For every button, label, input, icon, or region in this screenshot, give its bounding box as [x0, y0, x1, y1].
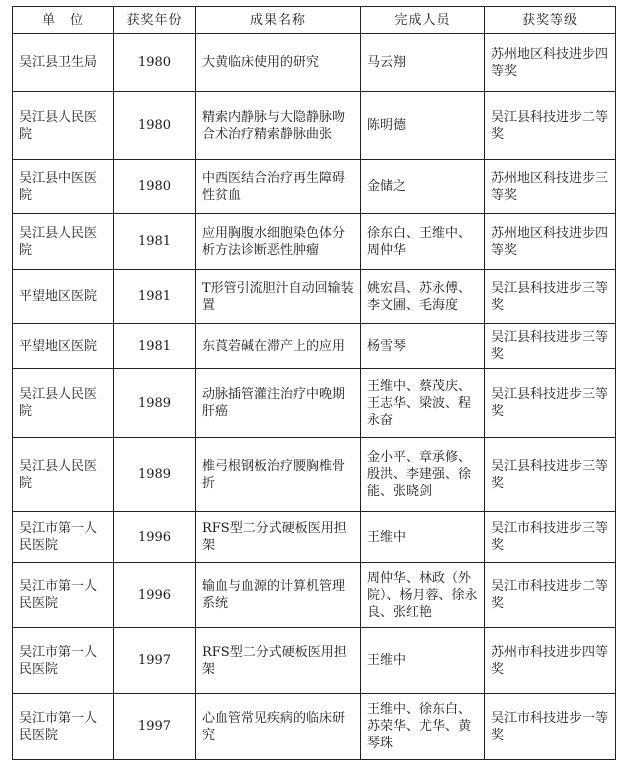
cell-unit: 吴江市第一人民医院	[13, 563, 114, 628]
cell-award-level: 吴江县科技进步二等奖	[485, 92, 616, 160]
cell-people: 周仲华、林政（外院）、杨月蓉、徐永良、张红艳	[361, 563, 485, 628]
cell-people: 姚宏昌、苏永傅、李文圃、毛海度	[361, 270, 485, 324]
cell-unit: 吴江市第一人民医院	[13, 512, 114, 563]
header-unit: 单 位	[13, 7, 114, 34]
cell-unit: 平望地区医院	[13, 270, 114, 324]
cell-unit: 吴江市第一人民医院	[13, 694, 114, 760]
cell-achievement: 椎弓根钢板治疗腰胸椎骨折	[196, 438, 361, 512]
cell-award-level: 苏州地区科技进步四等奖	[485, 34, 616, 92]
cell-award-level: 吴江县科技进步三等奖	[485, 438, 616, 512]
cell-award-level: 吴江县科技进步三等奖	[485, 324, 616, 369]
table-row	[13, 34, 616, 92]
cell-year: 1980	[114, 92, 196, 160]
cell-year: 1996	[114, 512, 196, 563]
cell-year: 1980	[114, 34, 196, 92]
cell-people: 金小平、章承修、殷洪、李建强、徐能、张晓剑	[361, 438, 485, 512]
table-row	[13, 369, 616, 438]
header-people: 完成人员	[361, 7, 485, 34]
header-award-level: 获奖等级	[485, 7, 616, 34]
table-row	[13, 92, 616, 160]
table-body	[13, 34, 616, 760]
cell-award-level: 吴江市科技进步一等奖	[485, 694, 616, 760]
cell-year: 1981	[114, 214, 196, 270]
cell-unit: 吴江县卫生局	[13, 34, 114, 92]
table-row	[13, 160, 616, 214]
awards-table	[12, 6, 616, 760]
cell-people: 徐东白、王维中、周仲华	[361, 214, 485, 270]
cell-year: 1981	[114, 270, 196, 324]
cell-unit: 吴江市第一人民医院	[13, 628, 114, 694]
cell-award-level: 吴江县科技进步三等奖	[485, 369, 616, 438]
cell-unit: 吴江县人民医院	[13, 438, 114, 512]
cell-unit: 吴江县人民医院	[13, 369, 114, 438]
cell-achievement: 输血与血源的计算机管理系统	[196, 563, 361, 628]
cell-unit: 吴江县人民医院	[13, 92, 114, 160]
cell-achievement: 东莨菪碱在滞产上的应用	[196, 324, 361, 369]
cell-achievement: 大黄临床使用的研究	[196, 34, 361, 92]
cell-year: 1981	[114, 324, 196, 369]
cell-achievement: T形管引流胆汁自动回输装置	[196, 270, 361, 324]
table-row	[13, 214, 616, 270]
cell-year: 1997	[114, 628, 196, 694]
table-row	[13, 324, 616, 369]
table-header	[13, 7, 616, 34]
header-year: 获奖年份	[114, 7, 196, 34]
header-row	[13, 7, 616, 34]
cell-award-level: 苏州市科技进步四等奖	[485, 628, 616, 694]
cell-people: 王维中	[361, 628, 485, 694]
cell-unit: 平望地区医院	[13, 324, 114, 369]
cell-people: 王维中、徐东白、苏荣华、尤华、黄琴珠	[361, 694, 485, 760]
table-row	[13, 694, 616, 760]
cell-people: 马云翔	[361, 34, 485, 92]
cell-award-level: 吴江县科技进步三等奖	[485, 270, 616, 324]
cell-achievement: 应用胸腹水细胞染色体分析方法诊断恶性肿瘤	[196, 214, 361, 270]
header-achievement: 成果名称	[196, 7, 361, 34]
cell-people: 王维中	[361, 512, 485, 563]
cell-achievement: RFS型二分式硬板医用担架	[196, 628, 361, 694]
cell-people: 杨雪琴	[361, 324, 485, 369]
cell-year: 1996	[114, 563, 196, 628]
cell-award-level: 吴江市科技进步三等奖	[485, 512, 616, 563]
cell-achievement: RFS型二分式硬板医用担架	[196, 512, 361, 563]
table-row	[13, 512, 616, 563]
cell-award-level: 苏州地区科技进步三等奖	[485, 160, 616, 214]
cell-award-level: 吴江市科技进步二等奖	[485, 563, 616, 628]
cell-year: 1997	[114, 694, 196, 760]
cell-achievement: 动脉插管灌注治疗中晚期肝癌	[196, 369, 361, 438]
cell-year: 1989	[114, 369, 196, 438]
cell-achievement: 心血管常见疾病的临床研究	[196, 694, 361, 760]
cell-unit: 吴江县中医医院	[13, 160, 114, 214]
cell-year: 1980	[114, 160, 196, 214]
cell-award-level: 苏州地区科技进步四等奖	[485, 214, 616, 270]
cell-achievement: 精索内静脉与大隐静脉吻合术治疗精索静脉曲张	[196, 92, 361, 160]
cell-people: 王维中、蔡茂庆、王志华、梁波、程永奋	[361, 369, 485, 438]
table-row	[13, 628, 616, 694]
table-row	[13, 438, 616, 512]
cell-achievement: 中西医结合治疗再生障碍性贫血	[196, 160, 361, 214]
cell-people: 陈明德	[361, 92, 485, 160]
cell-year: 1989	[114, 438, 196, 512]
cell-unit: 吴江县人民医院	[13, 214, 114, 270]
table-row	[13, 563, 616, 628]
cell-people: 金储之	[361, 160, 485, 214]
table-row	[13, 270, 616, 324]
